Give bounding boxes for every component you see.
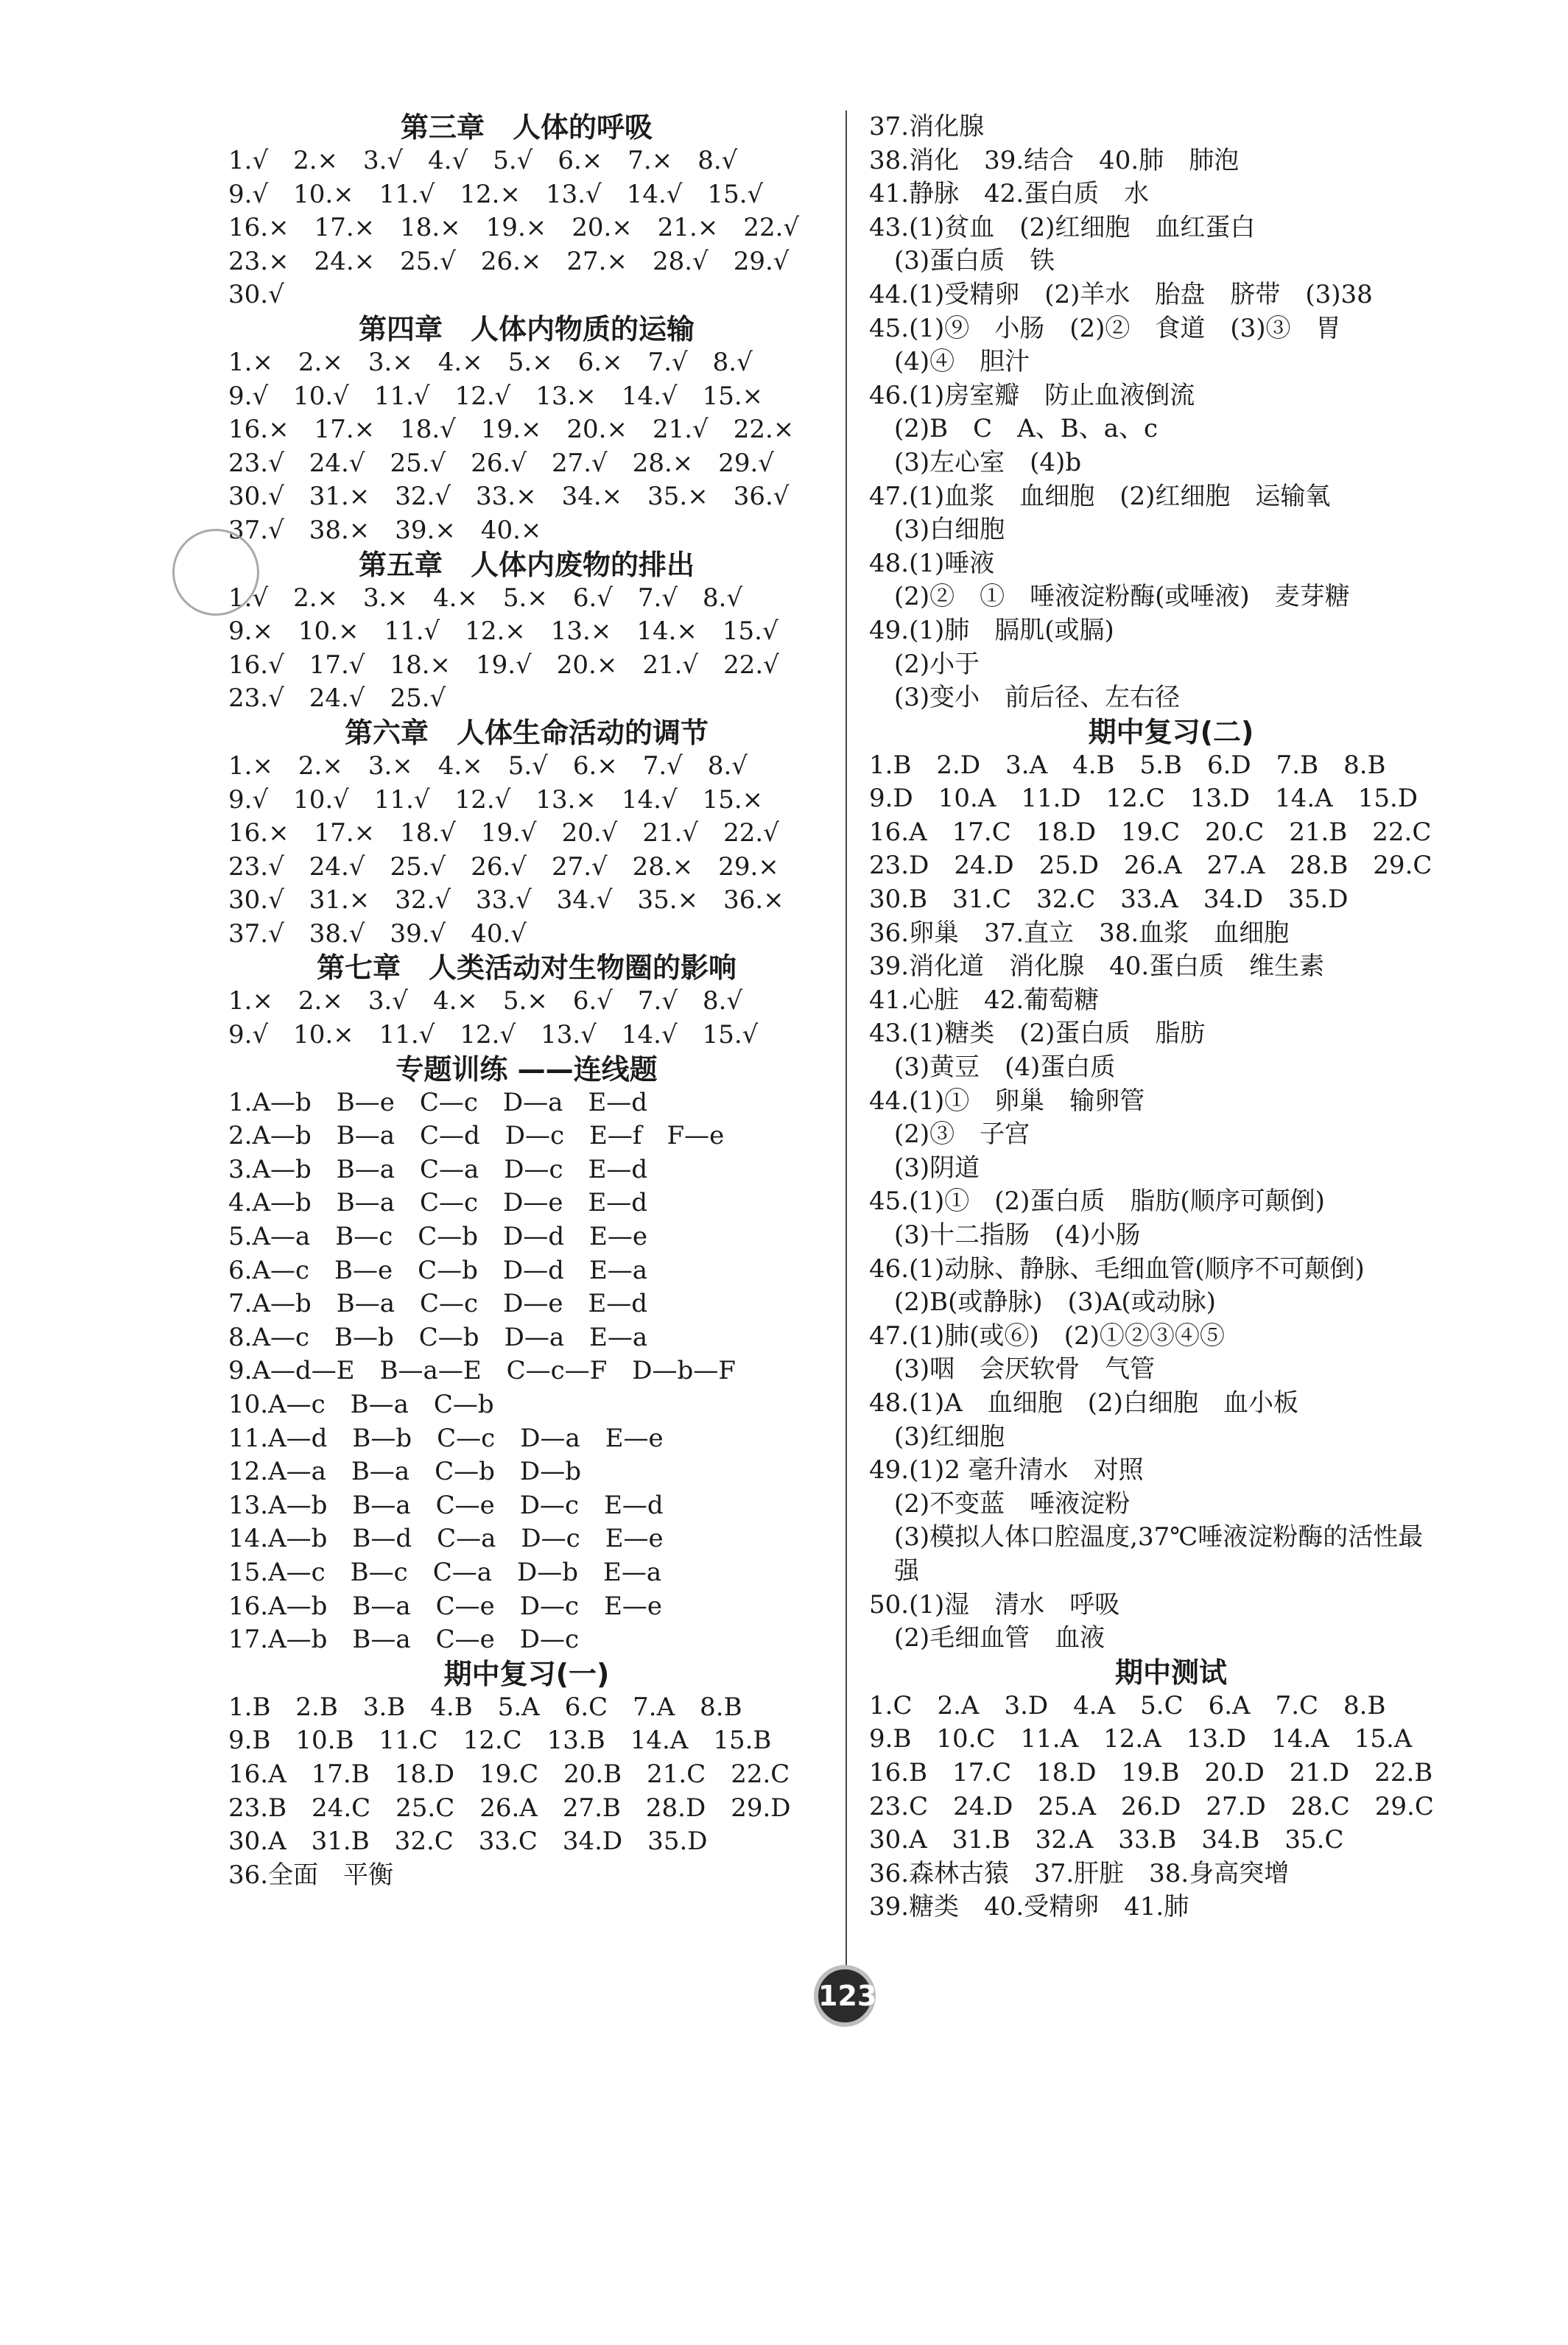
section-heading: 第三章 人体的呼吸 <box>400 111 653 144</box>
answer-line: 30.√ <box>228 280 284 310</box>
answer-line: 9.B 10.C 11.A 12.A 13.D 14.A 15.A <box>869 1724 1413 1754</box>
answer-line: (2)B(或静脉) (3)A(或动脉) <box>869 1287 1216 1318</box>
answer-line: 1.× 2.× 3.× 4.× 5.× 6.× 7.√ 8.√ <box>228 347 753 377</box>
answer-line: 37.√ 38.× 39.× 40.× <box>228 515 542 545</box>
answer-line: 45.(1)① (2)蛋白质 脂肪(顺序可颠倒) <box>869 1186 1325 1217</box>
answer-line: 16.× 17.× 18.√ 19.× 20.× 21.√ 22.× <box>228 415 795 445</box>
answer-line: 9.√ 10.× 11.√ 12.√ 13.√ 14.√ 15.√ <box>228 1020 759 1050</box>
answer-line: 9.√ 10.√ 11.√ 12.√ 13.× 14.√ 15.× <box>228 381 764 411</box>
answer-line: 3.A—b B—a C—a D—c E—d <box>228 1154 648 1184</box>
answer-line: 1.A—b B—e C—c D—a E—d <box>228 1087 648 1117</box>
answer-line: (2)B C A、B、a、c <box>869 414 1159 444</box>
page-number-badge: 123 <box>814 1965 876 2027</box>
answer-line: 43.(1)糖类 (2)蛋白质 脂肪 <box>869 1019 1206 1049</box>
answer-line: 23.D 24.D 25.D 26.A 27.A 28.B 29.C <box>869 851 1432 881</box>
section-heading: 期中复习(一) <box>443 1657 610 1690</box>
answer-line: 41.心脏 42.葡萄糖 <box>869 985 1100 1015</box>
answer-line: 16.A 17.C 18.D 19.C 20.C 21.B 22.C <box>869 817 1432 847</box>
answer-line: 48.(1)A 血细胞 (2)白细胞 血小板 <box>869 1388 1298 1418</box>
answer-line: 16.B 17.C 18.D 19.B 20.D 21.D 22.B <box>869 1757 1433 1787</box>
answer-line: (2)小于 <box>869 649 980 679</box>
answer-line: 23.√ 24.√ 25.√ 26.√ 27.√ 28.× 29.√ <box>228 448 774 478</box>
answer-line: 15.A—c B—c C—a D—b E—a <box>228 1557 662 1587</box>
answer-line: 9.A—d—E B—a—E C—c—F D—b—F <box>228 1356 736 1386</box>
answer-line: 39.糖类 40.受精卵 41.肺 <box>869 1892 1189 1922</box>
answer-line: 46.(1)房室瓣 防止血液倒流 <box>869 380 1195 410</box>
answer-line: 1.C 2.A 3.D 4.A 5.C 6.A 7.C 8.B <box>869 1690 1386 1720</box>
answer-line: 16.× 17.× 18.√ 19.√ 20.√ 21.√ 22.√ <box>228 818 779 848</box>
answer-line: 1.√ 2.× 3.√ 4.√ 5.√ 6.× 7.× 8.√ <box>228 146 738 175</box>
answer-line: (3)变小 前后径、左右径 <box>869 683 1181 713</box>
answer-line: (3)蛋白质 铁 <box>869 246 1055 276</box>
answer-line: 6.A—c B—e C—b D—d E—a <box>228 1255 648 1285</box>
answer-line: 16.A 17.B 18.D 19.C 20.B 21.C 22.C <box>228 1759 790 1789</box>
answer-line: 47.(1)血浆 血细胞 (2)红细胞 运输氧 <box>869 481 1331 511</box>
answer-line: (2)② ① 唾液淀粉酶(或唾液) 麦芽糖 <box>869 582 1350 612</box>
answer-line: 7.A—b B—a C—c D—e E—d <box>228 1289 648 1319</box>
answer-line: (3)阴道 <box>869 1153 980 1183</box>
answer-line: 30.√ 31.× 32.√ 33.√ 34.√ 35.× 36.× <box>228 885 784 915</box>
answer-line: 36.卵巢 37.直立 38.血浆 血细胞 <box>869 918 1290 948</box>
right-column <box>869 110 1473 1924</box>
answer-line: 30.A 31.B 32.C 33.C 34.D 35.D <box>228 1827 708 1857</box>
answer-line: 44.(1)受精卵 (2)羊水 胎盘 脐带 (3)38 <box>869 279 1373 309</box>
answer-line: 23.C 24.D 25.A 26.D 27.D 28.C 29.C <box>869 1791 1434 1821</box>
section-heading: 第六章 人体生命活动的调节 <box>344 716 709 749</box>
answer-line: 1.B 2.B 3.B 4.B 5.A 6.C 7.A 8.B <box>228 1692 742 1722</box>
section-heading: 专题训练 ——连线题 <box>395 1052 658 1086</box>
answer-line: 13.A—b B—a C—e D—c E—d <box>228 1490 664 1520</box>
answer-line: 45.(1)⑨ 小肠 (2)② 食道 (3)③ 胃 <box>869 313 1341 343</box>
column-divider <box>845 110 847 2018</box>
answer-line: (3)十二指肠 (4)小肠 <box>869 1220 1141 1250</box>
answer-line: 1.√ 2.× 3.× 4.× 5.× 6.√ 7.√ 8.√ <box>228 583 743 613</box>
left-column <box>228 110 825 1892</box>
answer-line: (2)毛细血管 血液 <box>869 1623 1105 1653</box>
answer-line: 37.消化腺 <box>869 112 985 141</box>
answer-line: 43.(1)贫血 (2)红细胞 血红蛋白 <box>869 212 1256 242</box>
answer-line: 16.√ 17.√ 18.× 19.√ 20.× 21.√ 22.√ <box>228 650 779 680</box>
answer-line: (3)红细胞 <box>869 1421 1005 1452</box>
answer-line: 17.A—b B—a C—e D—c <box>228 1625 580 1655</box>
answer-line: 8.A—c B—b C—b D—a E—a <box>228 1322 648 1352</box>
answer-line: 9.D 10.A 11.D 12.C 13.D 14.A 15.D <box>869 784 1418 814</box>
answer-line: 16.A—b B—a C—e D—c E—e <box>228 1591 663 1621</box>
answer-line: 9.B 10.B 11.C 12.C 13.B 14.A 15.B <box>228 1726 772 1756</box>
answer-line: 23.B 24.C 25.C 26.A 27.B 28.D 29.D <box>228 1793 791 1823</box>
answer-line: 50.(1)湿 清水 呼吸 <box>869 1589 1120 1620</box>
answer-line: 1.B 2.D 3.A 4.B 5.B 6.D 7.B 8.B <box>869 750 1386 780</box>
answer-line: 30.B 31.C 32.C 33.A 34.D 35.D <box>869 885 1349 915</box>
answer-line: 11.A—d B—b C—c D—a E—e <box>228 1423 664 1453</box>
answer-line: 4.A—b B—a C—c D—e E—d <box>228 1188 648 1218</box>
answer-line: 36.森林古猿 37.肝脏 38.身高突增 <box>869 1858 1290 1888</box>
answer-line: 49.(1)肺 膈肌(或膈) <box>869 615 1114 645</box>
answer-line: 9.√ 10.× 11.√ 12.× 13.√ 14.√ 15.√ <box>228 179 764 209</box>
answer-line: 1.× 2.× 3.√ 4.× 5.× 6.√ 7.√ 8.√ <box>228 986 743 1016</box>
answer-line: 30.A 31.B 32.A 33.B 34.B 35.C <box>869 1825 1344 1855</box>
answer-line: 23.× 24.× 25.√ 26.× 27.× 28.√ 29.√ <box>228 246 790 276</box>
answer-line: 1.× 2.× 3.× 4.× 5.√ 6.× 7.√ 8.√ <box>228 750 748 781</box>
answer-line: 23.√ 24.√ 25.√ 26.√ 27.√ 28.× 29.× <box>228 851 779 882</box>
answer-line: 36.全面 平衡 <box>228 1860 394 1890</box>
answer-line: 10.A—c B—a C—b <box>228 1390 494 1419</box>
answer-line: 14.A—b B—d C—a D—c E—e <box>228 1524 664 1554</box>
section-heading: 期中测试 <box>1114 1656 1227 1689</box>
answer-line: (3)左心室 (4)b <box>869 447 1082 477</box>
answer-line: 12.A—a B—a C—b D—b <box>228 1457 581 1487</box>
answer-line: 49.(1)2 毫升清水 对照 <box>869 1455 1144 1486</box>
answer-line: 23.√ 24.√ 25.√ <box>228 683 446 714</box>
section-heading: 第四章 人体内物质的运输 <box>358 312 695 345</box>
answer-line: (2)不变蓝 唾液淀粉 <box>869 1488 1131 1519</box>
answer-line: 30.√ 31.× 32.√ 33.× 34.× 35.× 36.√ <box>228 482 790 512</box>
answer-line: (3)咽 会厌软骨 气管 <box>869 1354 1156 1385</box>
section-heading: 期中复习(二) <box>1088 715 1254 748</box>
answer-line: 44.(1)① 卵巢 输卵管 <box>869 1086 1145 1116</box>
answer-line: 37.√ 38.√ 39.√ 40.√ <box>228 918 527 949</box>
answer-line: 38.消化 39.结合 40.肺 肺泡 <box>869 145 1240 175</box>
answer-line: 48.(1)唾液 <box>869 548 995 578</box>
answer-line: 9.× 10.× 11.√ 12.× 13.× 14.× 15.√ <box>228 616 778 647</box>
answer-line: 9.√ 10.√ 11.√ 12.√ 13.× 14.√ 15.× <box>228 784 764 815</box>
answer-line: 强 <box>869 1555 919 1586</box>
answer-line: 2.A—b B—a C—d D—c E—f F—e <box>228 1121 725 1151</box>
answer-line: 46.(1)动脉、静脉、毛细血管(顺序不可颠倒) <box>869 1254 1365 1284</box>
answer-line: (2)③ 子宫 <box>869 1119 1030 1150</box>
section-heading: 第五章 人体内废物的排出 <box>358 548 695 581</box>
answer-line: 5.A—a B—c C—b D—d E—e <box>228 1222 648 1252</box>
section-heading: 第七章 人类活动对生物圈的影响 <box>316 952 736 985</box>
answer-line: 41.静脉 42.蛋白质 水 <box>869 179 1150 209</box>
answer-line: 47.(1)肺(或⑥) (2)①②③④⑤ <box>869 1321 1225 1351</box>
answer-line: (3)模拟人体口腔温度,37℃唾液淀粉酶的活性最 <box>869 1522 1424 1553</box>
answer-line: (3)白细胞 <box>869 515 1005 545</box>
answer-line: (4)④ 胆汁 <box>869 347 1030 377</box>
answer-line: 16.× 17.× 18.× 19.× 20.× 21.× 22.√ <box>228 213 800 243</box>
answer-line: 39.消化道 消化腺 40.蛋白质 维生素 <box>869 952 1325 982</box>
answer-line: (3)黄豆 (4)蛋白质 <box>869 1052 1116 1083</box>
